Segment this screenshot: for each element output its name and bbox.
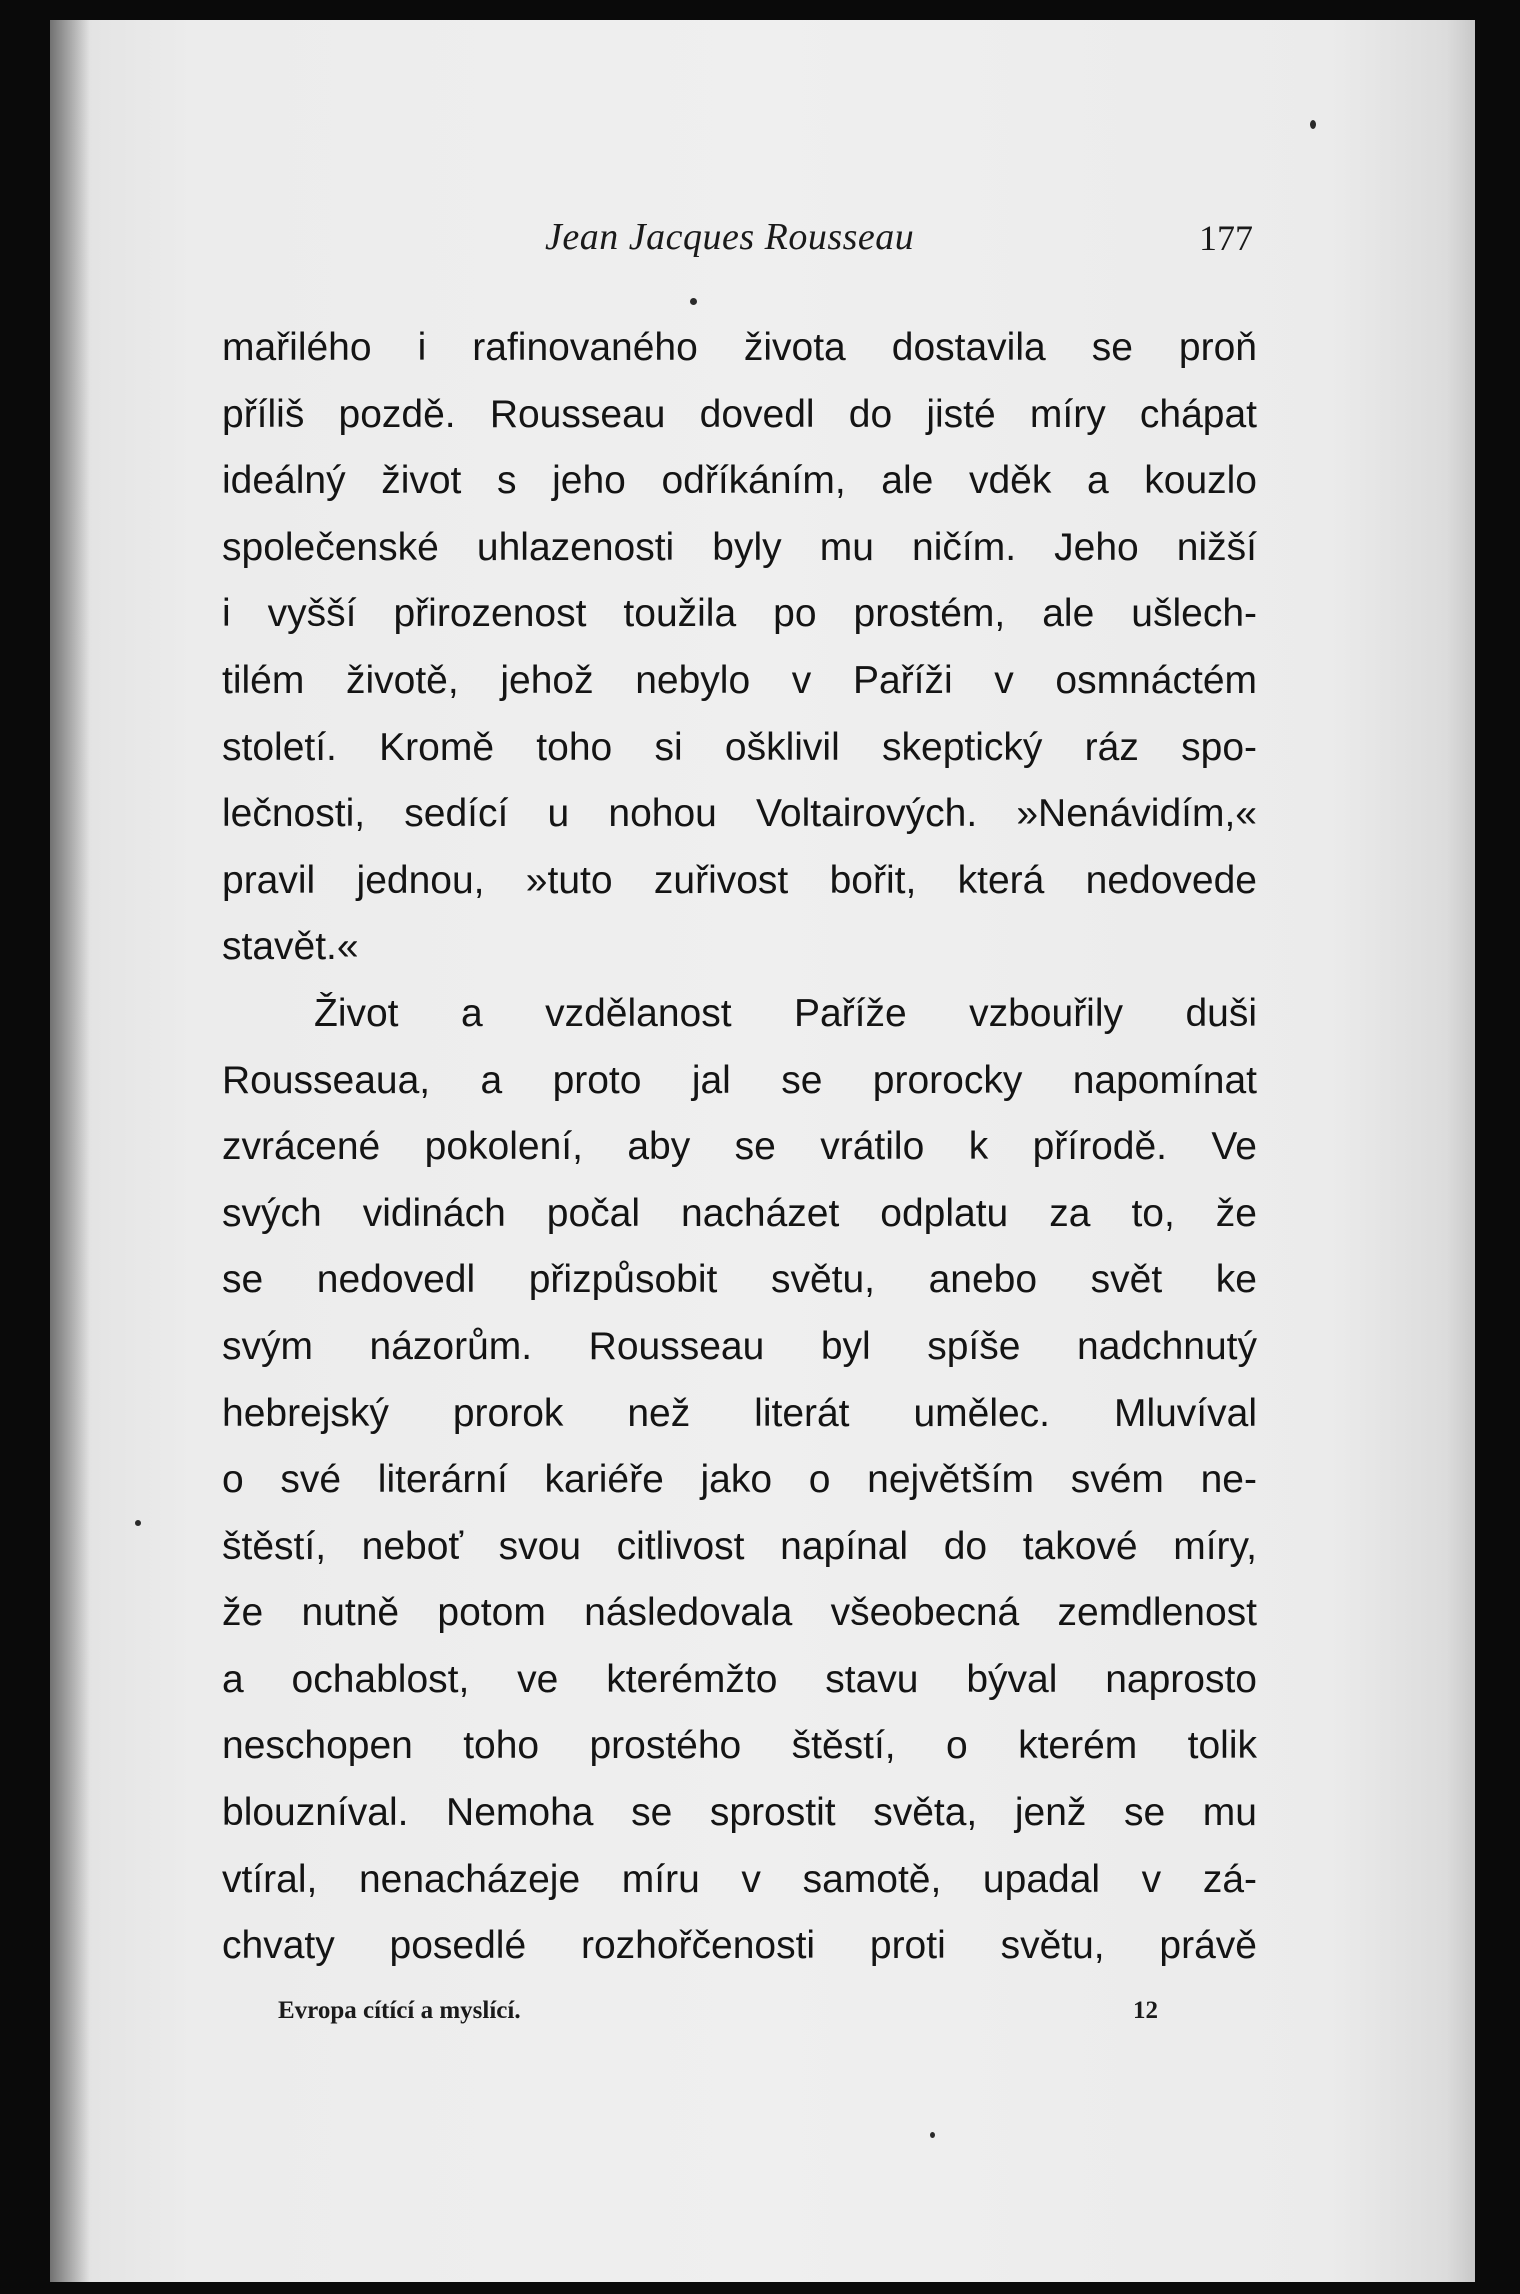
print-speck	[135, 1520, 141, 1526]
page-header	[225, 215, 1253, 275]
text-line: vtíral, nenacházeje míru v samotě, upadal v zá-	[222, 1857, 1257, 1901]
text-line: společenské uhlazenosti byly mu ničím. Jeho nižší	[222, 525, 1257, 569]
page-footer	[278, 1997, 1158, 2025]
text-line: Rousseaua, a proto jal se prorocky napomínat	[222, 1058, 1257, 1102]
text-line: i vyšší přirozenost toužila po prostém, ale ušlech-	[222, 592, 1257, 636]
text-line: blouzníval. Nemoha se sprostit světa, jenž se mu	[222, 1791, 1257, 1835]
text-line: se nedovedl přizpůsobit světu, anebo svět ke	[222, 1258, 1257, 1302]
text-line-paragraph-end: stavět.«	[222, 925, 359, 969]
text-line: svých vidinách počal nacházet odplatu za to, že	[222, 1191, 1257, 1235]
running-title: Jean Jacques Rousseau	[545, 216, 915, 258]
text-line: neschopen toho prostého štěstí, o kterém tolik	[222, 1724, 1257, 1768]
page-number: 177	[1199, 218, 1253, 258]
text-line: pravil jednou, »tuto zuřivost bořit, která nedovede	[222, 858, 1257, 902]
text-line: o své literární kariéře jako o největším svém ne-	[222, 1458, 1257, 1502]
text-line: štěstí, neboť svou citlivost napínal do takové míry,	[222, 1524, 1257, 1568]
text-line: příliš pozdě. Rousseau dovedl do jisté míry chápat	[222, 392, 1257, 436]
text-line: chvaty posedlé rozhořčenosti proti světu, právě	[222, 1924, 1257, 1968]
print-speck	[690, 298, 697, 305]
text-line: mařilého i rafinovaného života dostavila se proň	[222, 326, 1257, 369]
book-page	[50, 20, 1475, 2282]
print-speck	[1310, 120, 1316, 129]
text-line: zvrácené pokolení, aby se vrátilo k přírodě. Ve	[222, 1125, 1257, 1169]
text-line: ideálný život s jeho odříkáním, ale vděk a kouzlo	[222, 459, 1257, 503]
signature-number: 12	[1133, 1997, 1158, 2024]
body-text	[222, 315, 1257, 1980]
text-line: lečnosti, sedící u nohou Voltairových. »Nenávidím,«	[222, 792, 1257, 836]
text-line: svým názorům. Rousseau byl spíše nadchnutý	[222, 1324, 1257, 1368]
text-line-paragraph-start: Život a vzdělanost Paříže vzbouřily duši	[314, 991, 1257, 1035]
print-speck	[930, 2132, 935, 2138]
text-line: a ochablost, ve kterémžto stavu býval naprosto	[222, 1657, 1257, 1701]
text-line: hebrejský prorok než literát umělec. Mluvíval	[222, 1391, 1257, 1435]
gutter-shadow	[50, 20, 90, 2282]
text-line: tilém životě, jehož nebylo v Paříži v osmnáctém	[222, 658, 1257, 702]
signature-title: Evropa cítící a myslící.	[278, 1997, 521, 2024]
text-line: století. Kromě toho si ošklivil skeptický ráz spo-	[222, 725, 1257, 769]
text-line: že nutně potom následovala všeobecná zemdlenost	[222, 1591, 1257, 1635]
